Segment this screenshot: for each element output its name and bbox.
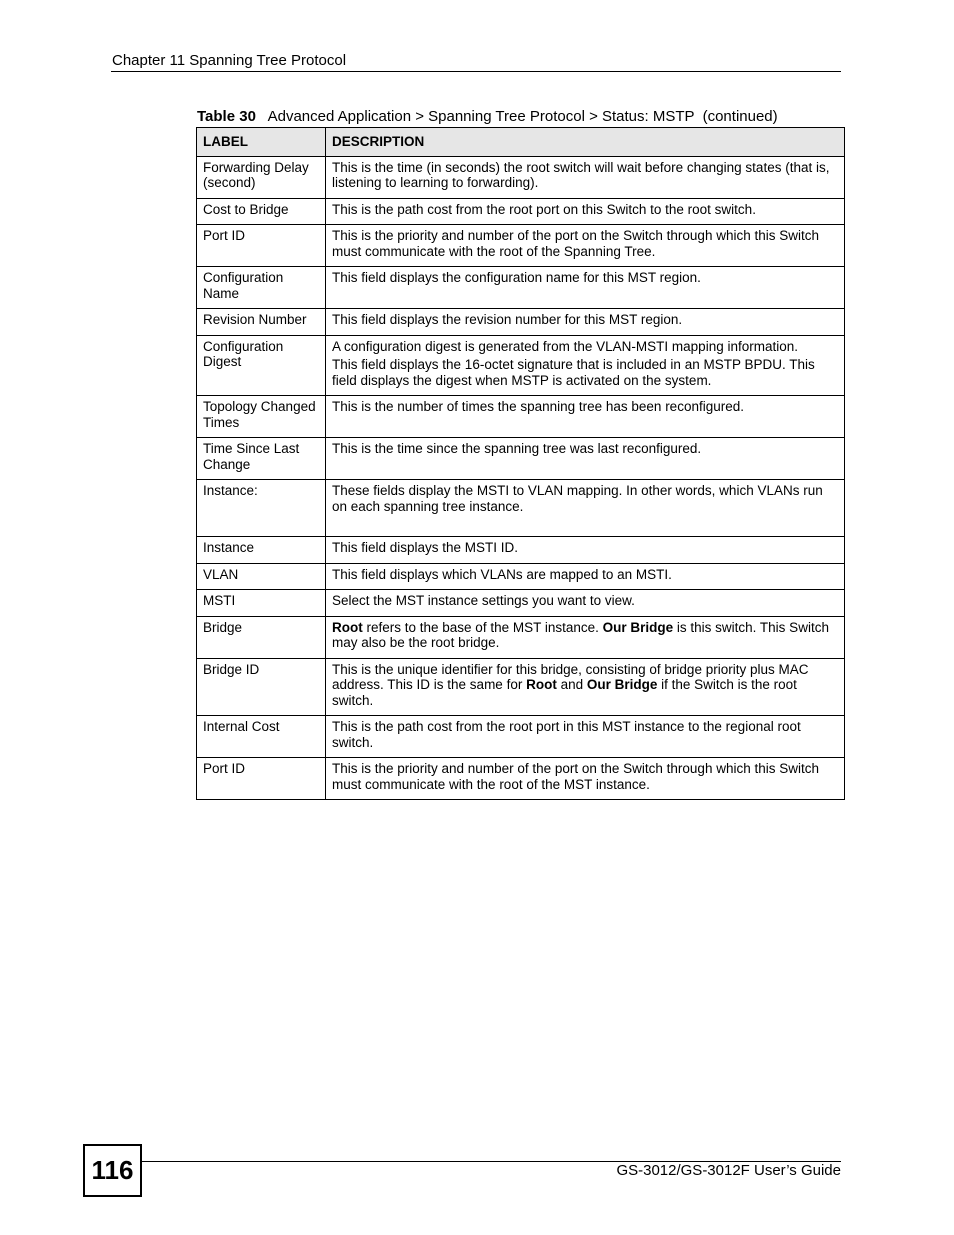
row-label: Internal Cost [197, 716, 326, 758]
row-description [326, 563, 845, 590]
table-row [197, 198, 845, 225]
table-row [197, 563, 845, 590]
table-row [197, 758, 845, 800]
row-label: Port ID [197, 758, 326, 800]
table-row [197, 309, 845, 336]
row-description [326, 658, 845, 716]
description-text: if the Switch is the root switch. [332, 677, 797, 708]
description-paragraph: This field displays the 16-octet signature that is included in an MSTP BPDU. This field displays the digest when MSTP is activated on the system. [332, 357, 815, 388]
page-number: 116 [83, 1144, 142, 1197]
row-description [326, 335, 845, 396]
table-row [197, 396, 845, 438]
row-label: Cost to Bridge [197, 198, 326, 225]
description-paragraph: Select the MST instance settings you want to view. [332, 593, 635, 608]
description-paragraph: This is the time (in seconds) the root switch will wait before changing states (that is, listening to learning to forwarding). [332, 159, 830, 190]
row-label: Topology Changed Times [197, 396, 326, 438]
spec-table [196, 127, 845, 800]
row-label: Instance: [197, 480, 326, 537]
row-label: Bridge [197, 616, 326, 658]
table-row [197, 267, 845, 309]
column-header-description: DESCRIPTION [326, 128, 845, 157]
table-row [197, 480, 845, 537]
row-description [326, 480, 845, 537]
row-label: VLAN [197, 563, 326, 590]
row-label: MSTI [197, 590, 326, 617]
row-description [326, 267, 845, 309]
description-paragraph: This field displays the revision number for this MST region. [332, 312, 683, 327]
column-header-label: LABEL [197, 128, 326, 157]
row-label: Configuration Digest [197, 335, 326, 396]
description-text: and [556, 677, 587, 692]
row-label: Time Since Last Change [197, 438, 326, 480]
table-row [197, 438, 845, 480]
row-description [326, 758, 845, 800]
table-body [197, 156, 845, 800]
description-text: is this switch. This Switch may also be the root bridge. [332, 619, 829, 650]
row-description [326, 198, 845, 225]
row-description [326, 616, 845, 658]
row-description [326, 590, 845, 617]
emphasized-term: Root [332, 619, 363, 635]
row-label: Forwarding Delay (second) [197, 156, 326, 198]
row-description [326, 537, 845, 564]
description-paragraph: This is the time since the spanning tree was last reconfigured. [332, 441, 702, 456]
table-row [197, 590, 845, 617]
row-description [326, 225, 845, 267]
row-description [326, 156, 845, 198]
table-row [197, 156, 845, 198]
row-description [326, 309, 845, 336]
row-label: Revision Number [197, 309, 326, 336]
guide-title: GS-3012/GS-3012F User’s Guide [616, 1162, 841, 1179]
table-row [197, 658, 845, 716]
emphasized-term: Our Bridge [586, 677, 658, 692]
description-paragraph: This is the number of times the spanning tree has been reconfigured. [332, 399, 744, 414]
row-label: Configuration Name [197, 267, 326, 309]
table-row [197, 537, 845, 564]
table-row [197, 335, 845, 396]
description-paragraph: This is the priority and number of the port on the Switch through which this Switch must communicate with the root of the MST instance. [332, 761, 819, 792]
emphasized-term: Our Bridge [602, 619, 674, 635]
row-label: Port ID [197, 225, 326, 267]
description-paragraph: This is the path cost from the root port in this MST instance to the regional root switch. [332, 719, 801, 750]
row-description [326, 396, 845, 438]
table-caption [197, 108, 778, 125]
description-paragraph [332, 662, 838, 709]
description-paragraph: This is the priority and number of the port on the Switch through which this Switch must communicate with the root of the Spanning Tree. [332, 228, 819, 259]
row-label: Instance [197, 537, 326, 564]
table-header-row [197, 128, 845, 157]
table-row [197, 616, 845, 658]
table-row [197, 225, 845, 267]
description-paragraph: This field displays the configuration name for this MST region. [332, 270, 701, 285]
table-caption-text: Advanced Application > Spanning Tree Protocol > Status: MSTP (continued) [267, 108, 778, 125]
description-paragraph: A configuration digest is generated from the VLAN-MSTI mapping information. [332, 338, 798, 354]
description-paragraph: This field displays the MSTI ID. [332, 540, 519, 555]
description-paragraph: This field displays which VLANs are mapped to an MSTI. [332, 566, 672, 582]
header-divider [111, 71, 841, 72]
table-row [197, 716, 845, 758]
table-number: Table 30 [197, 108, 256, 125]
description-paragraph: This is the path cost from the root port on this Switch to the root switch. [332, 201, 756, 217]
description-paragraph: These fields display the MSTI to VLAN mapping. In other words, which VLANs run on each spanning tree instance. [332, 483, 823, 514]
description-paragraph [332, 620, 838, 651]
row-description [326, 438, 845, 480]
chapter-header: Chapter 11 Spanning Tree Protocol [112, 52, 347, 69]
row-description [326, 716, 845, 758]
description-text: refers to the base of the MST instance. [362, 619, 603, 635]
emphasized-term: Root [526, 677, 557, 692]
row-label: Bridge ID [197, 658, 326, 716]
description-text: This is the unique identifier for this bridge, consisting of bridge priority plus MAC address. This ID is the same for [332, 661, 809, 692]
